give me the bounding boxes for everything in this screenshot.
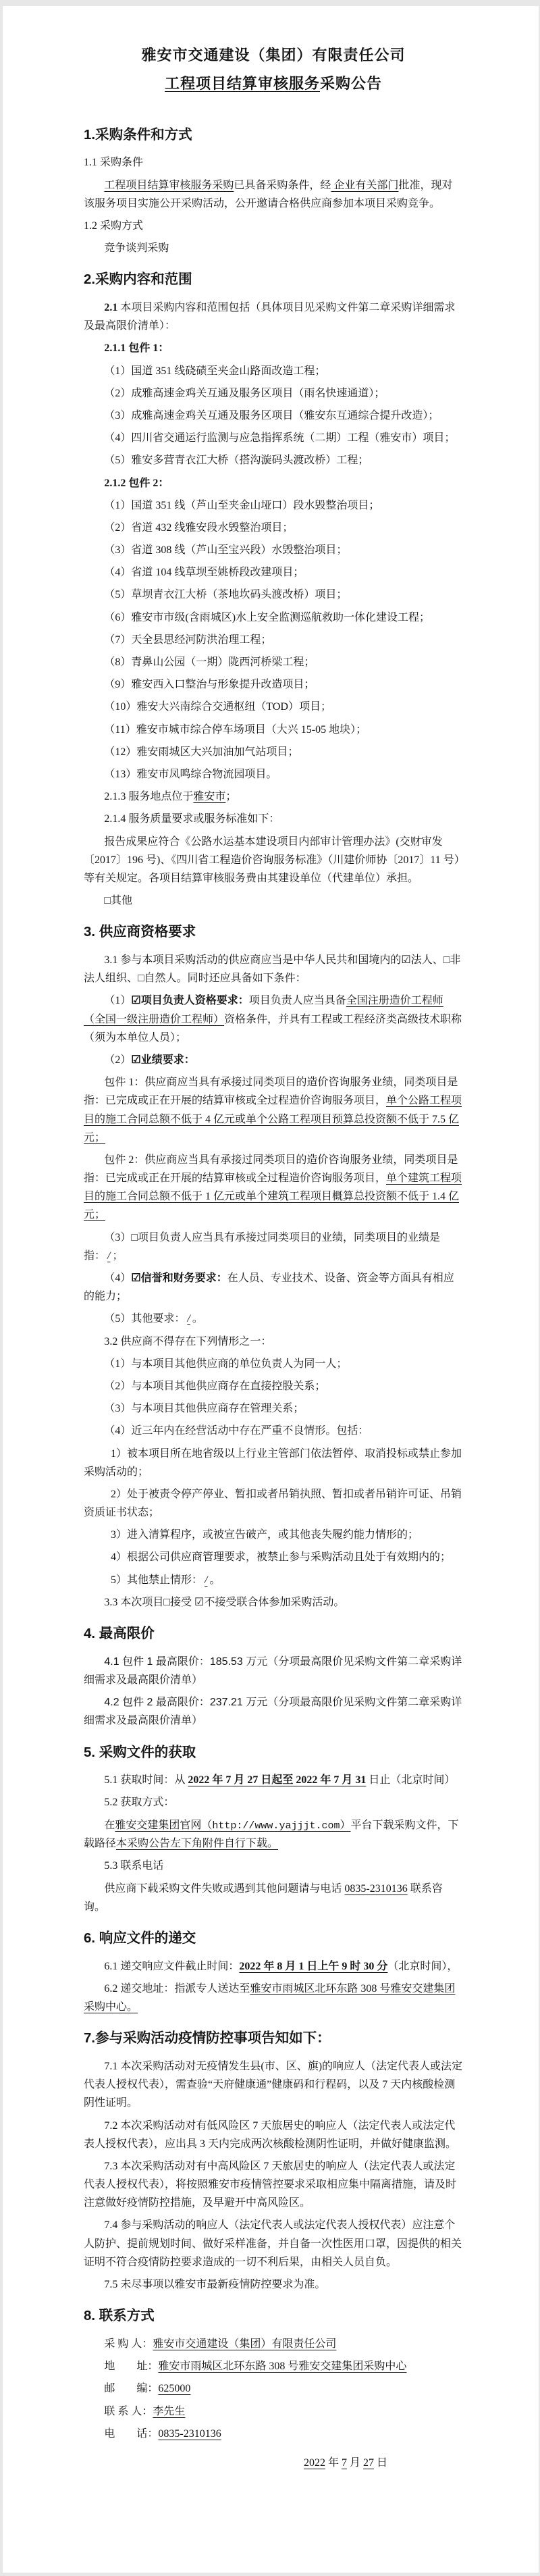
para-3-2: [84, 1333, 463, 1351]
text-run: （4）四川省交通运行监测与应急指挥系统（二期）工程（雅安市）项目；: [104, 432, 456, 444]
doc-title-company: [84, 41, 463, 70]
text-run: 7.1 本次采购活动对无疫情发生县(市、区、旗)的响应人（法定代表人或法定代表人授权代表），需查验“天府健康通”健康码和行程码，以及 7 天内核酸检测阴性证明。: [84, 2060, 463, 2109]
text-run: 4）根据公司供应商管理要求，被禁止参与采购活动且处于有效期内的；: [111, 1551, 452, 1564]
sub-5-3-phone: [84, 1857, 463, 1875]
text-run: 采购公告: [320, 74, 383, 92]
para-3-1-package1-performance: [84, 1073, 463, 1147]
package1-item-3: [84, 407, 463, 425]
para-3-1-item-5: [84, 1310, 463, 1328]
checkbox-other: [84, 892, 463, 910]
heading-1-procurement-conditions: [84, 125, 463, 146]
text-run: 2022: [303, 2456, 325, 2469]
text-run: 2.1: [104, 302, 121, 314]
text-run: 6.2 递交地址：指派专人送达至: [104, 1982, 250, 1994]
package2-item-6: [84, 609, 463, 627]
para-1-1: [84, 176, 463, 213]
text-run: （9）雅安西入口整治与形象提升改造项目；: [104, 679, 315, 691]
text-run: （3）□项目负责人应当具有承接过同类项目的业绩，同类项目的业绩是指：: [84, 1231, 441, 1262]
text-run: 6. 响应文件的递交: [84, 1930, 196, 1946]
text-run: （3）与本项目其他供应商存在管理关系；: [104, 1403, 304, 1415]
para-3-2-item-4: [84, 1422, 463, 1440]
text-run: 7.2 本次采购活动对有低风险区 7 天旅居史的响应人（法定代表人或法定代表人授权代表），应出具 3 天内完成两次核酸检测阴性证明，并做好健康监测。: [84, 2119, 457, 2150]
text-run: 3. 供应商资格要求: [84, 924, 196, 940]
text-run: 工程项目结算审核服务采购: [104, 179, 234, 191]
para-7-5: [84, 2275, 463, 2294]
para-3-2-item-4-3: [84, 1526, 463, 1544]
text-run: 企业有关部门: [331, 179, 399, 191]
text-run: （5）其他要求：: [104, 1313, 186, 1325]
package2-item-13: [84, 765, 463, 783]
text-run: （1）与本项目其他供应商的单位负责人为同一人；: [104, 1358, 348, 1370]
text-run: 0835-2310136: [158, 2427, 221, 2440]
text-run: （7）天全县思经河防洪治理工程；: [104, 634, 272, 646]
text-run: 5.2 获取方式：: [104, 1797, 175, 1809]
text-run: 雅安市雨城区北环东路 308 号雅安交建集团采购中心。: [84, 1982, 456, 2013]
sub-2-1-1-package-1: [84, 339, 463, 357]
text-run: （1）国道 351 线硗碛至夹金山路面改造工程；: [104, 365, 326, 377]
text-run: ☑信誉和财务要求：: [131, 1272, 227, 1285]
para-3-2-item-4-5: [84, 1571, 463, 1589]
package2-item-10: [84, 698, 463, 716]
text-run: 已具备采购条件，经: [234, 179, 331, 191]
document-body: [3, 6, 539, 2517]
text-run: 联 系 人：: [104, 2405, 153, 2417]
text-run: 5.3 联系电话: [104, 1860, 164, 1872]
text-run: 。: [192, 1313, 203, 1325]
para-3-3-consortium: [84, 1593, 463, 1612]
text-run: 625000: [158, 2383, 191, 2395]
para-3-1-item-1: [84, 991, 463, 1047]
para-3-2-item-2: [84, 1377, 463, 1395]
sub-2-1-3-location: [84, 788, 463, 806]
contact-phone: [84, 2425, 463, 2443]
para-7-4: [84, 2216, 463, 2271]
para-2-1: [84, 299, 463, 335]
package2-item-5: [84, 586, 463, 604]
text-run: 5. 采购文件的获取: [84, 1744, 196, 1760]
para-7-3: [84, 2157, 463, 2213]
text-run: 联系咨询。: [84, 1882, 443, 1913]
text-run: 包件 1：供应商应当具有承接过同类项目的造价咨询服务业绩，同类项目是指：已完成或正在开展的结算审核或全过程造价咨询服务项目，: [84, 1077, 458, 1107]
text-run: 雅安市交通建设（集团）有限责任公司: [141, 47, 406, 63]
text-run: 本采购公告左下角附件自行下载。: [116, 1838, 279, 1850]
text-run: （1）国道 351 线（芦山至夹金山垭口）段水毁整治项目；: [104, 499, 380, 511]
para-2-1-4-standards: [84, 833, 463, 888]
text-run: 3.1 参与本项目采购活动的供应商应当是中华人民共和国境内的☑法人、□非法人组织、□自然人。同时还应具备如下条件：: [84, 954, 461, 985]
doc-title-announcement: [84, 70, 463, 98]
para-3-2-item-3: [84, 1399, 463, 1418]
para-4-2-package2-price: [84, 1693, 463, 1730]
para-3-2-item-4-4: [84, 1548, 463, 1566]
para-3-1-package2-performance: [84, 1151, 463, 1225]
package1-item-2: [84, 384, 463, 403]
text-run: 竞争谈判采购: [104, 242, 169, 255]
text-run: （8）青鼻山公园（一期）陇西河桥梁工程；: [104, 656, 315, 669]
package2-item-1: [84, 496, 463, 515]
sub-5-2-method: [84, 1793, 463, 1811]
text-run: （13）雅安市凤鸣综合物流园项目。: [104, 768, 277, 780]
text-run: 工程项目结算审核服务: [164, 74, 320, 92]
text-run: 5）其他禁止情形：: [111, 1574, 203, 1586]
text-run: 2022 年 7 月 27 日起至 2022 年 7 月 31: [188, 1774, 367, 1786]
sub-1-2: [84, 217, 463, 235]
contact-person: [84, 2402, 463, 2421]
heading-2-scope: [84, 269, 463, 290]
text-run: 在人员、专业技术、设备、资金等方面具有相应的能力；: [84, 1272, 454, 1303]
heading-6-response-submission: [84, 1928, 463, 1949]
text-run: （4）近三年内在经营活动中存在严重不良情形。包括：: [104, 1425, 369, 1437]
text-run: 地 址：: [104, 2361, 159, 2373]
text-run: 采 购 人：: [104, 2338, 153, 2350]
sub-2-1-4-quality: [84, 810, 463, 828]
announcement-date: [84, 2454, 463, 2472]
text-run: 单个建筑工程项目的施工合同总额不低于 1 亿元或单个建筑工程项目概算总投资额不低于 1.4 亿元；: [84, 1173, 462, 1221]
text-run: http://www.yajjjt.com: [212, 1820, 340, 1832]
text-run: 月: [346, 2456, 363, 2469]
package1-item-1: [84, 362, 463, 380]
text-run: 5.1 获取时间：从: [104, 1774, 188, 1786]
text-run: /: [107, 1250, 111, 1262]
text-run: 0835-2310136: [344, 1882, 408, 1895]
heading-5-document-acquisition: [84, 1743, 463, 1763]
text-run: 7.3 本次采购活动对有中高风险区 7 天旅居史的响应人（法定代表人或法定代表人授权代表），将按照雅安市疫情管控要求采取相应集中隔离措施，请及时注意做好疫情防控措施，及早避开中高风险区。: [84, 2160, 457, 2209]
text-run: 1.1 采购条件: [84, 157, 144, 169]
text-run: （11）雅安市城市综合停车场项目（大兴 15-05 地块）；: [104, 723, 367, 736]
text-run: （2）: [104, 1054, 132, 1066]
text-run: 27: [362, 2456, 374, 2469]
text-run: 2022 年 8 月 1 日上午 9 时 30 分: [239, 1960, 388, 1972]
contact-postcode: [84, 2379, 463, 2398]
para-7-1: [84, 2057, 463, 2113]
text-run: 2）处于被责令停产停业、暂扣或者吊销执照、暂扣或者吊销许可证、吊销资质证书状态；: [84, 1488, 462, 1519]
package2-item-3: [84, 541, 463, 559]
heading-8-contact: [84, 2306, 463, 2327]
text-run: 3.3 本次项目□接受 ☑不接受联合体参加采购活动。: [104, 1596, 345, 1608]
text-run: （2）省道 432 线雅安段水毁整治项目；: [104, 521, 294, 534]
package2-item-8: [84, 653, 463, 671]
text-run: 7: [341, 2456, 347, 2469]
text-run: ）: [340, 1819, 351, 1831]
text-run: 电 话：: [104, 2427, 159, 2440]
text-run: ；: [112, 1250, 124, 1262]
text-run: 7.参与采购活动疫情防控事项告知如下：: [84, 2030, 331, 2046]
para-6-2-address: [84, 1980, 463, 2016]
text-run: 3.2 供应商不得存在下列情形之一：: [104, 1335, 272, 1347]
text-run: /: [205, 1574, 208, 1586]
text-run: 报告成果应符合《公路水运基本建设项目内部审计管理办法》(交财审发〔2017〕196 号)、《四川省工程造价咨询服务标准》（川建价师协〔2017〕11 号）等有关规定。各项目结算审核服务费由其建设单位（代建单位）承担。: [84, 835, 460, 884]
text-run: 项目负责人应当具备: [248, 995, 346, 1007]
text-run: （10）雅安大兴南综合交通枢纽（TOD）项目；: [104, 701, 331, 713]
text-run: ☑业绩要求：: [131, 1054, 195, 1066]
text-run: （北京时间），: [387, 1960, 458, 1972]
text-run: 7.5 未尽事项以雅安市最新疫情防控要求为准。: [104, 2279, 326, 2291]
text-run: 本项目采购内容和范围包括（具体项目见采购文件第二章采购详细需求及最高限价清单）：: [84, 302, 456, 332]
text-run: 雅安市: [193, 791, 226, 803]
para-3-1-item-2: [84, 1051, 463, 1069]
para-3-2-item-4-1: [84, 1445, 463, 1481]
text-run: （3）成雅高速金鸡关互通及服务区项目（雅安东互通综合提升改造）；: [104, 409, 439, 421]
para-3-1-item-4: [84, 1269, 463, 1306]
text-run: （5）草坝青衣江大桥（茶地坎码头渡改桥）项目；: [104, 589, 348, 601]
text-run: 全国注册造价工程师（全国一级注册造价工程师）: [84, 995, 443, 1025]
text-run: （4）: [104, 1272, 132, 1285]
text-run: 2.1.4 服务质量要求或服务标准如下：: [104, 813, 280, 825]
text-run: □其他: [104, 895, 133, 907]
package2-item-9: [84, 675, 463, 694]
contact-address: [84, 2357, 463, 2375]
text-run: 4.2 包件 2 最高限价：237.21 万元（分项最高限价见采购文件第二章采购详细需求及最高限价清单）: [84, 1697, 462, 1727]
text-run: 4.1 包件 1 最高限价：185.53 万元（分项最高限价见采购文件第二章采购详细需求及最高限价清单）: [84, 1655, 462, 1686]
para-7-2: [84, 2117, 463, 2153]
text-run: 年: [325, 2456, 342, 2469]
text-run: 1.2 采购方式: [84, 220, 144, 232]
text-run: 2.采购内容和范围: [84, 272, 192, 288]
text-run: ☑项目负责人资格要求：: [131, 995, 249, 1007]
text-run: 2.1.1 包件 1：: [104, 342, 169, 355]
para-5-2-download: [84, 1816, 463, 1853]
text-run: 日: [373, 2456, 387, 2469]
para-3-2-item-4-2: [84, 1485, 463, 1522]
para-5-1-time: [84, 1771, 463, 1789]
text-run: 。: [209, 1574, 221, 1586]
para-3-2-item-1: [84, 1355, 463, 1373]
text-run: 批准，现对该服务项目实施公开采购活动，公开邀请合格供应商参加本项目采购竞争。: [84, 179, 453, 209]
text-run: （6）雅安市市级(含雨城区)水上安全监测巡航救助一体化建设工程；: [104, 611, 431, 623]
text-run: 邮 编：: [104, 2383, 159, 2395]
text-run: 1.采购条件和方式: [84, 126, 192, 143]
text-run: /: [187, 1313, 190, 1325]
text-run: （2）与本项目其他供应商存在直接控股关系；: [104, 1380, 326, 1392]
text-run: 2.1.3 服务地点位于: [104, 791, 194, 803]
text-run: （2）成雅高速金鸡关互通及服务区项目（雨名快速通道）；: [104, 387, 385, 399]
para-4-1-package1-price: [84, 1653, 463, 1689]
text-run: 3）进入清算程序，或被宣告破产，或其他丧失履约能力情形的；: [111, 1529, 419, 1541]
package2-item-12: [84, 743, 463, 761]
text-run: 供应商下载采购文件失败或遇到其他问题请与电话: [104, 1882, 345, 1895]
text-run: 日止（北京时间）: [366, 1774, 456, 1786]
text-run: （5）雅安多营青衣江大桥（搭沟漩码头渡改桥）工程；: [104, 455, 369, 467]
text-run: （12）雅安雨城区大兴加油加气站项目；: [104, 746, 299, 758]
contact-purchaser: [84, 2335, 463, 2353]
package2-item-4: [84, 563, 463, 582]
text-run: 雅安市交通建设（集团）有限责任公司: [153, 2338, 337, 2350]
text-run: 1）被本项目所在地省级以上行业主管部门依法暂停、取消投标或禁止参加采购活动的；: [84, 1447, 462, 1478]
text-run: （3）省道 308 线（芦山至宝兴段）水毁整治项目；: [104, 544, 348, 557]
text-run: （4）省道 104 线草坝至姚桥段改建项目；: [104, 567, 304, 579]
document-page: [3, 6, 539, 2573]
package2-item-7: [84, 631, 463, 649]
text-run: 8. 联系方式: [84, 2308, 155, 2324]
text-run: ；: [225, 791, 237, 803]
text-run: 雅安交建集团官网（: [115, 1819, 213, 1831]
text-run: 包件 2：供应商应当具有承接过同类项目的造价咨询服务业绩，同类项目是指：已完成或正在开展的结算审核或全过程造价咨询服务项目，: [84, 1154, 458, 1185]
package1-item-5: [84, 451, 463, 469]
para-5-3-phone: [84, 1880, 463, 1916]
para-1-2: [84, 239, 463, 257]
text-run: 雅安市雨城区北环东路 308 号雅安交建集团采购中心: [158, 2361, 407, 2373]
text-run: 7.4 参与采购活动的响应人（法定代表人或法定代表人授权代表）应注意个人防护、提前规划时间、做好采样准备，并自备一次性医用口罩，因提供的相关证明不符合疫情防控要求造成的一切不利后果，由相关人员自负。: [84, 2219, 462, 2268]
text-run: 在: [104, 1819, 115, 1831]
text-run: 2.1.2 包件 2：: [104, 477, 169, 489]
para-3-1: [84, 951, 463, 987]
text-run: 6.1 递交响应文件截止时间：: [104, 1960, 240, 1972]
sub-1-1: [84, 153, 463, 172]
para-6-1-deadline: [84, 1957, 463, 1976]
sub-2-1-2-package-2: [84, 474, 463, 492]
package2-item-11: [84, 721, 463, 739]
text-run: 单个公路工程项目的施工合同总额不低于 4 亿元或单个公路工程项目预算总投资额不低于 7.5 亿元；: [84, 1095, 462, 1143]
text-run: 平台下载采购文件，下载路径: [84, 1819, 459, 1850]
heading-4-max-price: [84, 1624, 463, 1645]
heading-7-epidemic-notice: [84, 2028, 463, 2049]
text-run: （1）: [104, 995, 132, 1007]
text-run: 资格条件，并具有工程或工程经济类高级技术职称（须为本单位人员）；: [84, 1013, 462, 1044]
text-run: 4. 最高限价: [84, 1626, 155, 1642]
text-run: 李先生: [153, 2405, 186, 2417]
para-3-1-item-3: [84, 1229, 463, 1265]
heading-3-supplier-qualification: [84, 922, 463, 943]
package1-item-4: [84, 429, 463, 447]
package2-item-2: [84, 519, 463, 537]
